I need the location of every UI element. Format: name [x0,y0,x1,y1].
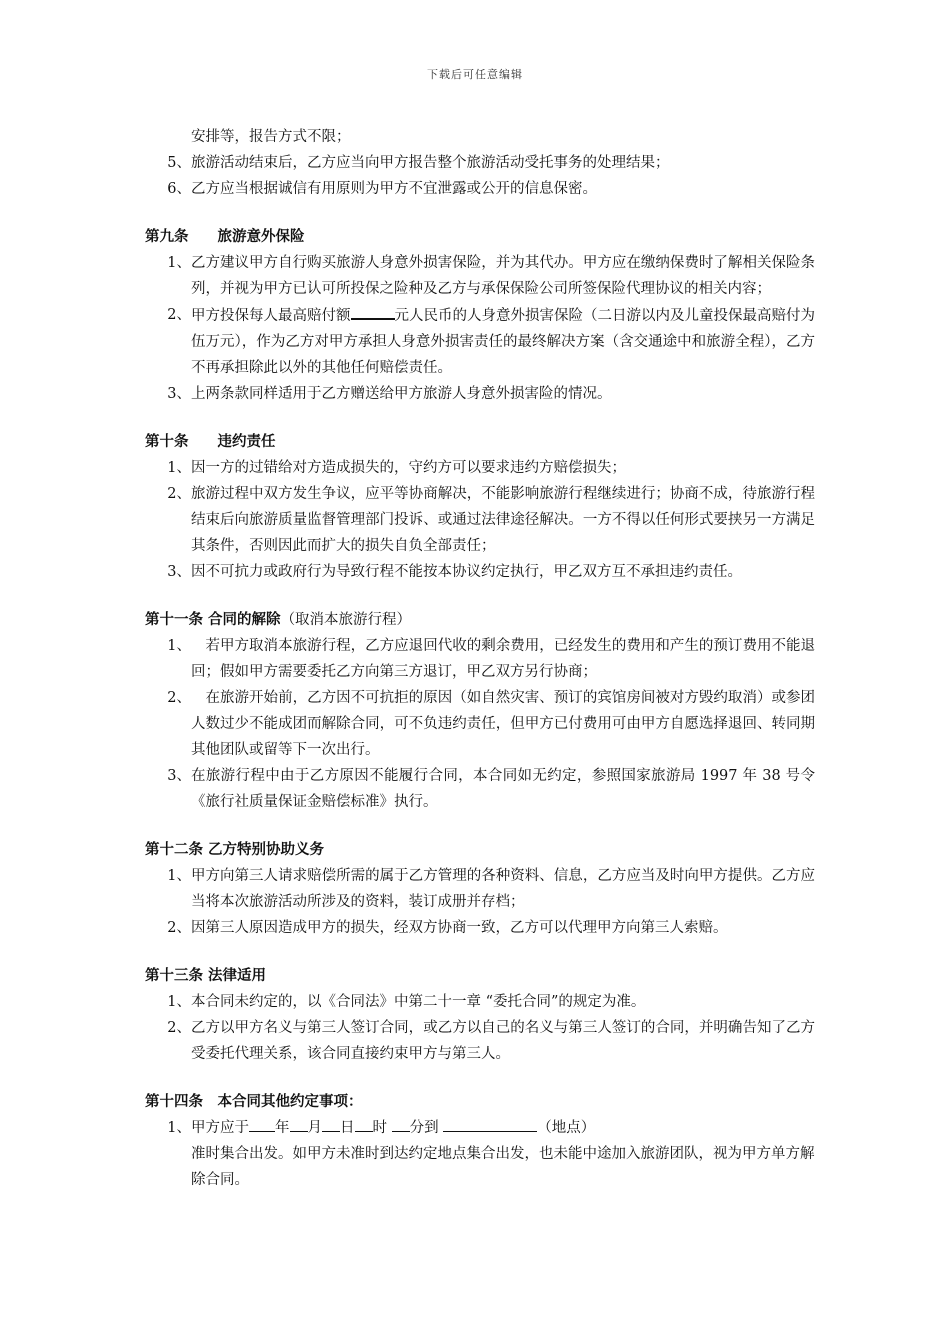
list-item [145,685,815,763]
article-12-title: 第十二条 乙方特别协助义务 [145,841,325,858]
item-number: 2、 [167,690,191,706]
month-blank [290,1115,308,1132]
item-number: 3、 [167,768,191,784]
hour-label: 时 [372,1120,387,1136]
place-blank [443,1115,537,1132]
list-item [145,176,815,202]
list-item [145,863,815,915]
minute-label: 分到 [409,1120,439,1136]
list-item [145,455,815,481]
article-13-title: 第十三条 法律适用 [145,967,267,984]
article-title-text: 第十一条 合同的解除 [145,611,281,628]
item-text: 旅游过程中双方发生争议，应平等协商解决，不能影响旅游行程继续进行；协商不成，待旅游行程结束后向旅游质量监督管理部门投诉、或通过法律途径解决。一方不得以任何形式要挟另一方满足其条件，否则因此而扩大的损失自负全部责任； [191,486,815,554]
item-text: 因一方的过错给对方造成损失的，守约方可以要求违约方赔偿损失； [191,460,626,476]
amount-blank [351,302,395,320]
item-number: 1、 [167,868,191,884]
item-text: 因第三人原因造成甲方的损失，经双方协商一致，乙方可以代理甲方向第三人索赔。 [191,920,728,936]
item-number: 1、 [167,255,191,271]
item-number: 6、 [167,181,191,197]
minute-blank [392,1115,410,1132]
item-text: 在旅游开始前，乙方因不可抗拒的原因（如自然灾害、预订的宾馆房间被对方毁约取消）或参团人数过少不能成团而解除合同，可不负违约责任，但甲方已付费用可由甲方自愿选择退回、转同期其他团队或留等下一次出行。 [191,690,815,758]
item-text: 上两条款同样适用于乙方赠送给甲方旅游人身意外损害险的情况。 [191,386,612,402]
item-text: 甲方向第三人请求赔偿所需的属于乙方管理的各种资料、信息，乙方应当及时向甲方提供。乙方应当将本次旅游活动所涉及的资料，装订成册并存档； [191,868,815,910]
year-label: 年 [275,1120,290,1136]
article-11-title [145,607,815,633]
item-text: 乙方建议甲方自行购买旅游人身意外损害保险，并为其代办。甲方应在缴纳保费时了解相关保险条列，并视为甲方已认可所投保之险种及乙方与承保保险公司所签保险代理协议的相关内容； [191,255,815,297]
item-text: 旅游活动结束后，乙方应当向甲方报告整个旅游活动受托事务的处理结果； [191,155,670,171]
item-text: 若甲方取消本旅游行程，乙方应退回代收的剩余费用，已经发生的费用和产生的预订费用不能退回；假如甲方需要委托乙方向第三方退订，甲乙双方另行协商； [191,638,815,680]
list-item [145,915,815,941]
item-number: 1、 [167,1120,191,1136]
date-prefix: 甲方应于 [191,1120,249,1136]
item-number: 1、 [167,460,191,476]
list-item [145,559,815,585]
item-number: 3、 [167,386,191,402]
item-number: 5、 [167,155,191,171]
document-body [145,124,815,1193]
month-label: 月 [307,1120,322,1136]
article-14-title: 第十四条 本合同其他约定事项： [145,1093,363,1110]
item-number: 2、 [167,486,191,502]
item-text: 乙方以甲方名义与第三人签订合同，或乙方以自己的名义与第三人签订的合同，并明确告知了乙方受委托代理关系，该合同直接约束甲方与第三人。 [191,1020,815,1062]
item-number: 2、 [167,920,191,936]
item-number: 2、 [167,307,191,323]
page-header: 下载后可任意编辑 [427,68,523,81]
item-number: 1、 [167,638,191,654]
item-text: 乙方应当根据诚信有用原则为甲方不宜泄露或公开的信息保密。 [191,181,597,197]
list-item [145,989,815,1015]
list-item [145,250,815,302]
list-item [145,1015,815,1067]
year-blank [249,1115,275,1132]
day-label: 日 [340,1120,355,1136]
list-item [145,150,815,176]
item-number: 2、 [167,1020,191,1036]
item-text-part: 甲方投保每人最高赔付额 [191,308,351,324]
continuation-text: 准时集合出发。如甲方未准时到达约定地点集合出发，也未能中途加入旅游团队，视为甲方单方解除合同。 [191,1146,815,1188]
item-text: 在旅游行程中由于乙方原因不能履行合同，本合同如无约定，参照国家旅游局 1997 年 38 号令《旅行社质量保证金赔偿标准》执行。 [191,768,815,810]
list-item [145,633,815,685]
article-title-note: （取消本旅游行程） [280,612,412,628]
item-text-part: 元人民币的人身意外损害保险（二日游以内及儿童投保最高赔付为伍万元），作为乙方对甲方承担人身意外损害责任的最终解决方案（含交通途中和旅游全程），乙方不再承担除此以外的其他任何赔偿责任。 [191,308,815,376]
list-item [145,381,815,407]
day-blank [322,1115,340,1132]
list-item [145,763,815,815]
list-item [145,1115,815,1141]
continuation-text: 安排等，报告方式不限； [191,129,351,145]
list-item [145,481,815,559]
hour-blank [355,1115,373,1132]
item-text [191,1115,815,1141]
list-item [145,302,815,381]
article-9-title: 第九条 旅游意外保险 [145,228,305,245]
item-text: 本合同未约定的，以《合同法》中第二十一章 “委托合同”的规定为准。 [191,994,646,1010]
item-text: 因不可抗力或政府行为导致行程不能按本协议约定执行，甲乙双方互不承担违约责任。 [191,564,742,580]
article-10-title: 第十条 违约责任 [145,433,276,450]
item-text [191,302,815,381]
item-number: 3、 [167,564,191,580]
place-label: （地点） [537,1120,596,1136]
item-number: 1、 [167,994,191,1010]
